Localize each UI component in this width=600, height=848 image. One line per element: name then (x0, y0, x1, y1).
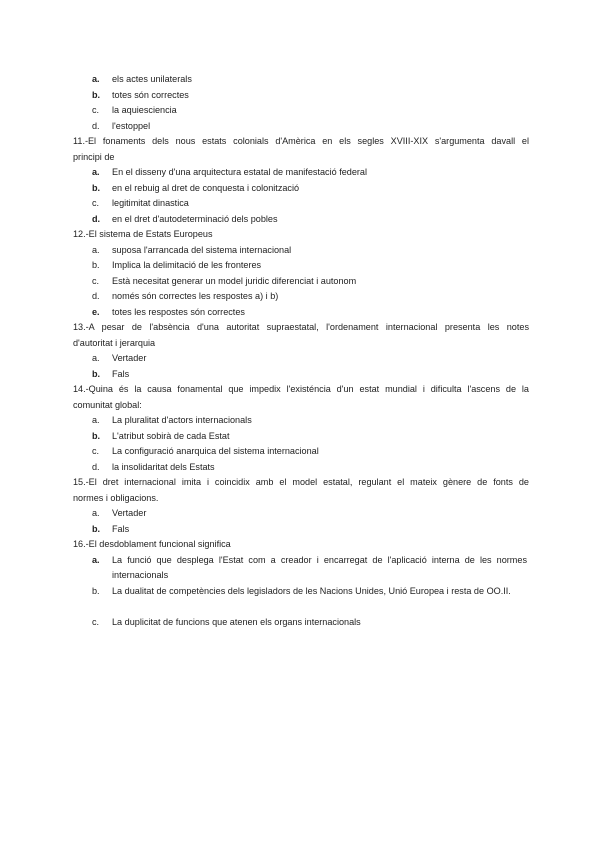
option-text: els actes unilaterals (112, 74, 192, 84)
list-item (92, 181, 532, 197)
option-label: b. (92, 182, 101, 193)
option-text: En el disseny d'una arquitectura estatal de manifestació federal (112, 167, 367, 177)
option-text: Implica la delimitació de les fronteres (112, 260, 262, 270)
option-label: d. (92, 213, 101, 224)
question-14-text: 14.-Quina és la causa fonamental que impedix l'existéncia d'un estat mundial i dificulta l'ascens de la (73, 384, 529, 394)
list-item (92, 72, 532, 88)
list-item (92, 243, 532, 259)
option-label: a. (92, 554, 100, 565)
list-item (92, 584, 532, 600)
option-text: la aquiesciencia (112, 105, 177, 115)
list-item (92, 506, 532, 522)
option-text: en el rebuig al dret de conquesta i colonització (112, 182, 300, 193)
list-item (92, 444, 532, 460)
list-item (92, 196, 532, 212)
option-text: Està necesitat generar un model juridic diferenciat i autonom (112, 275, 357, 286)
option-label: b. (92, 523, 101, 534)
list-item (92, 413, 532, 429)
option-label: a. (92, 353, 100, 363)
list-item (92, 460, 532, 476)
option-label: a. (92, 508, 100, 518)
option-text: totes són correctes (112, 89, 189, 100)
list-item (92, 119, 532, 135)
list-item (92, 367, 532, 383)
option-text: l'estoppel (112, 120, 151, 131)
option-text: La funció que desplega l'Estat com a creador i encarregat de l'aplicació interna de les normes internacionals (112, 554, 527, 580)
option-label: e. (92, 306, 100, 317)
option-text: La configuració anarquica del sistema internacional (112, 446, 319, 456)
option-text: suposa l'arrancada del sistema internacional (112, 244, 292, 255)
option-label: a. (92, 167, 100, 177)
question-15-text-cont: normes i obligacions. (73, 492, 159, 503)
question-13-text: 13.-A pesar de l'absència d'una autoritat supraestatal, l'ordenament internacional presenta les notes (73, 322, 529, 332)
list-item (92, 88, 532, 104)
option-text: totes les respostes són correctes (112, 306, 245, 317)
option-label: b. (92, 430, 101, 441)
list-item (92, 165, 532, 181)
list-item (92, 615, 532, 631)
option-text: La dualitat de competències dels legisladors de les Nacions Unides, Unió Europea i resta de OO.II. (112, 585, 511, 596)
option-text: Vertader (112, 353, 147, 363)
list-item (92, 289, 532, 305)
question-15-text: 15.-El dret internacional imita i coincidix amb el model estatal, regulant el mateix gènere de fonts de (73, 477, 529, 487)
option-label: c. (92, 446, 100, 456)
option-text: La pluralitat d'actors internacionals (112, 415, 252, 425)
option-text: Fals (112, 368, 130, 379)
list-item (92, 258, 532, 274)
option-text: legitimitat dinastica (112, 198, 189, 208)
option-text: en el dret d'autodeterminació dels pobles (112, 213, 278, 224)
list-item (92, 103, 532, 119)
option-label: b. (92, 260, 100, 270)
option-label: d. (92, 461, 100, 472)
option-label: d. (92, 120, 100, 131)
list-item (92, 351, 532, 367)
question-16-text: 16.-El desdoblament funcional significa (73, 539, 231, 549)
option-text: L'atribut sobirà de cada Estat (112, 430, 230, 441)
list-item (92, 305, 532, 321)
option-label: d. (92, 291, 100, 301)
option-label: b. (92, 89, 101, 100)
option-label: c. (92, 616, 100, 627)
option-text: la insolidaritat dels Estats (112, 461, 215, 472)
option-label: c. (92, 105, 100, 115)
list-item (92, 274, 532, 290)
option-label: b. (92, 585, 100, 596)
option-label: c. (92, 198, 100, 208)
question-11-text: 11.-El fonaments dels nous estats colonials d'Amèrica en els segles XVIII-XIX s'argumenta davall el (73, 136, 529, 146)
list-item (92, 553, 532, 584)
question-13-text-cont: d'autoritat i jerarquia (73, 337, 156, 348)
option-text: Vertader (112, 508, 147, 518)
option-label: b. (92, 368, 101, 379)
question-11-text-cont: principi de (73, 151, 115, 162)
list-item (92, 212, 532, 228)
option-text: Fals (112, 523, 130, 534)
question-14-text-cont: comunitat global: (73, 399, 142, 410)
option-text: només són correctes les respostes a) i b) (112, 291, 279, 301)
question-12-text: 12.-El sistema de Estats Europeus (73, 229, 213, 239)
option-text: La duplicitat de funcions que atenen els organs internacionals (112, 616, 361, 627)
list-item (92, 522, 532, 538)
list-item (92, 429, 532, 445)
option-label: a. (92, 415, 100, 425)
option-label: a. (92, 244, 100, 255)
option-label: a. (92, 74, 100, 84)
option-label: c. (92, 275, 100, 286)
